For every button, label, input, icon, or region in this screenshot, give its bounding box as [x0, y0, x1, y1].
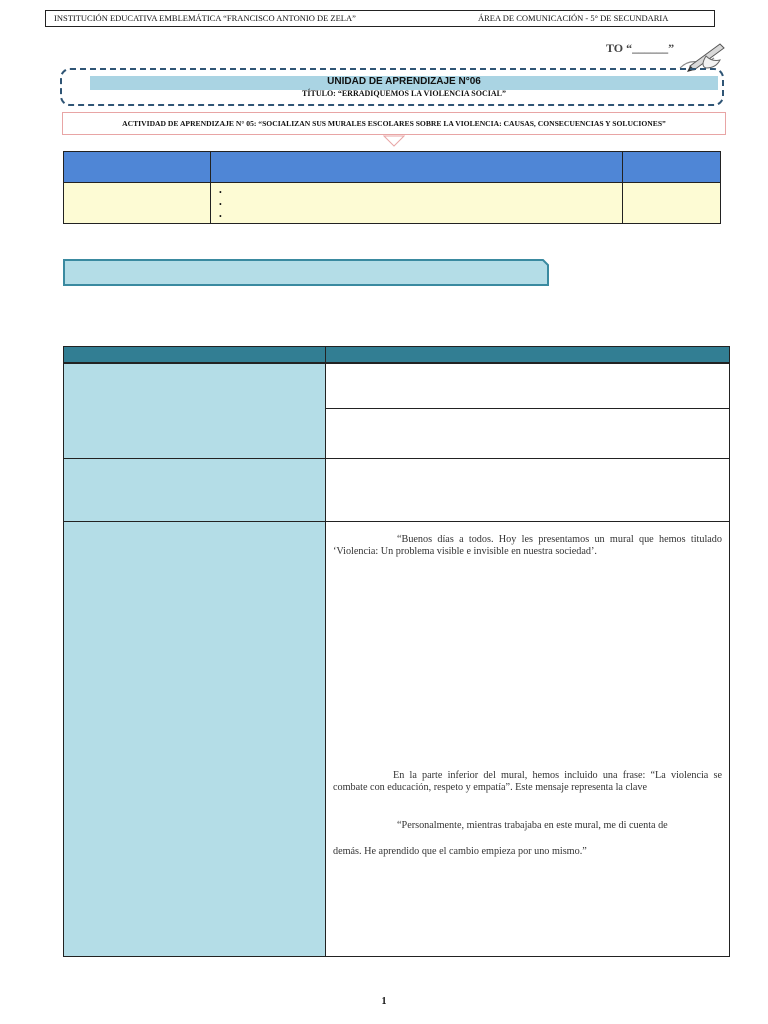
document-header [45, 10, 715, 27]
bullet-item: • [219, 200, 222, 209]
left-cell [63, 521, 326, 957]
speech-table [63, 346, 730, 957]
competency-table-row [64, 183, 721, 224]
speech-cell [325, 521, 730, 957]
page-number: 1 [381, 996, 387, 1007]
to-line: TO “______” [606, 41, 675, 55]
institution-name: INSTITUCIÓN EDUCATIVA EMBLEMÁTICA “FRANCISCO ANTONIO DE ZELA” [54, 13, 356, 23]
speech-table-header [63, 346, 730, 363]
table-cell [623, 183, 721, 224]
header-divider [325, 346, 326, 363]
unit-subtitle: TÍTULO: “ERRADIQUEMOS LA VIOLENCIA SOCIAL” [302, 89, 506, 98]
speech-paragraph-2: En la parte inferior del mural, hemos incluido una frase: “La violencia se combate con educación, respeto y empatía”. Este mensaje representa la clave [333, 770, 722, 793]
right-cell [325, 458, 730, 522]
arrow-down-icon [383, 135, 405, 147]
table-cell [64, 183, 211, 224]
header-cell [211, 152, 623, 183]
bullet-list [211, 187, 622, 223]
section-banner [63, 259, 549, 286]
left-cell [63, 458, 326, 522]
speech-paragraph-3-end: demás. He aprendido que el cambio empieza por uno mismo.” [333, 846, 587, 857]
left-cell [63, 363, 326, 459]
table-cell [211, 183, 623, 224]
right-cell [325, 363, 730, 409]
header-cell [64, 152, 211, 183]
header-cell [623, 152, 721, 183]
speech-paragraph-3: “Personalmente, mientras trabajaba en este mural, me di cuenta de [397, 820, 668, 831]
area-label: ÁREA DE COMUNICACIÓN - 5° DE SECUNDARIA [478, 13, 669, 23]
bullet-item: • [219, 188, 222, 197]
activity-title: ACTIVIDAD DE APRENDIZAJE N° 05: “SOCIALIZAN SUS MURALES ESCOLARES SOBRE LA VIOLENCIA: CAUSAS, CONSECUENCIAS Y SOLUCIONES” [62, 112, 726, 135]
right-cell [325, 408, 730, 459]
competency-table [63, 151, 721, 224]
speech-paragraph-1: “Buenos días a todos. Hoy les presentamos un mural que hemos titulado ‘Violencia: Un problema visible e invisible en nuestra sociedad’. [333, 534, 722, 557]
competency-table-header [64, 152, 721, 183]
bullet-item: • [219, 212, 222, 221]
unit-title: UNIDAD DE APRENDIZAJE N°06 [327, 76, 481, 87]
